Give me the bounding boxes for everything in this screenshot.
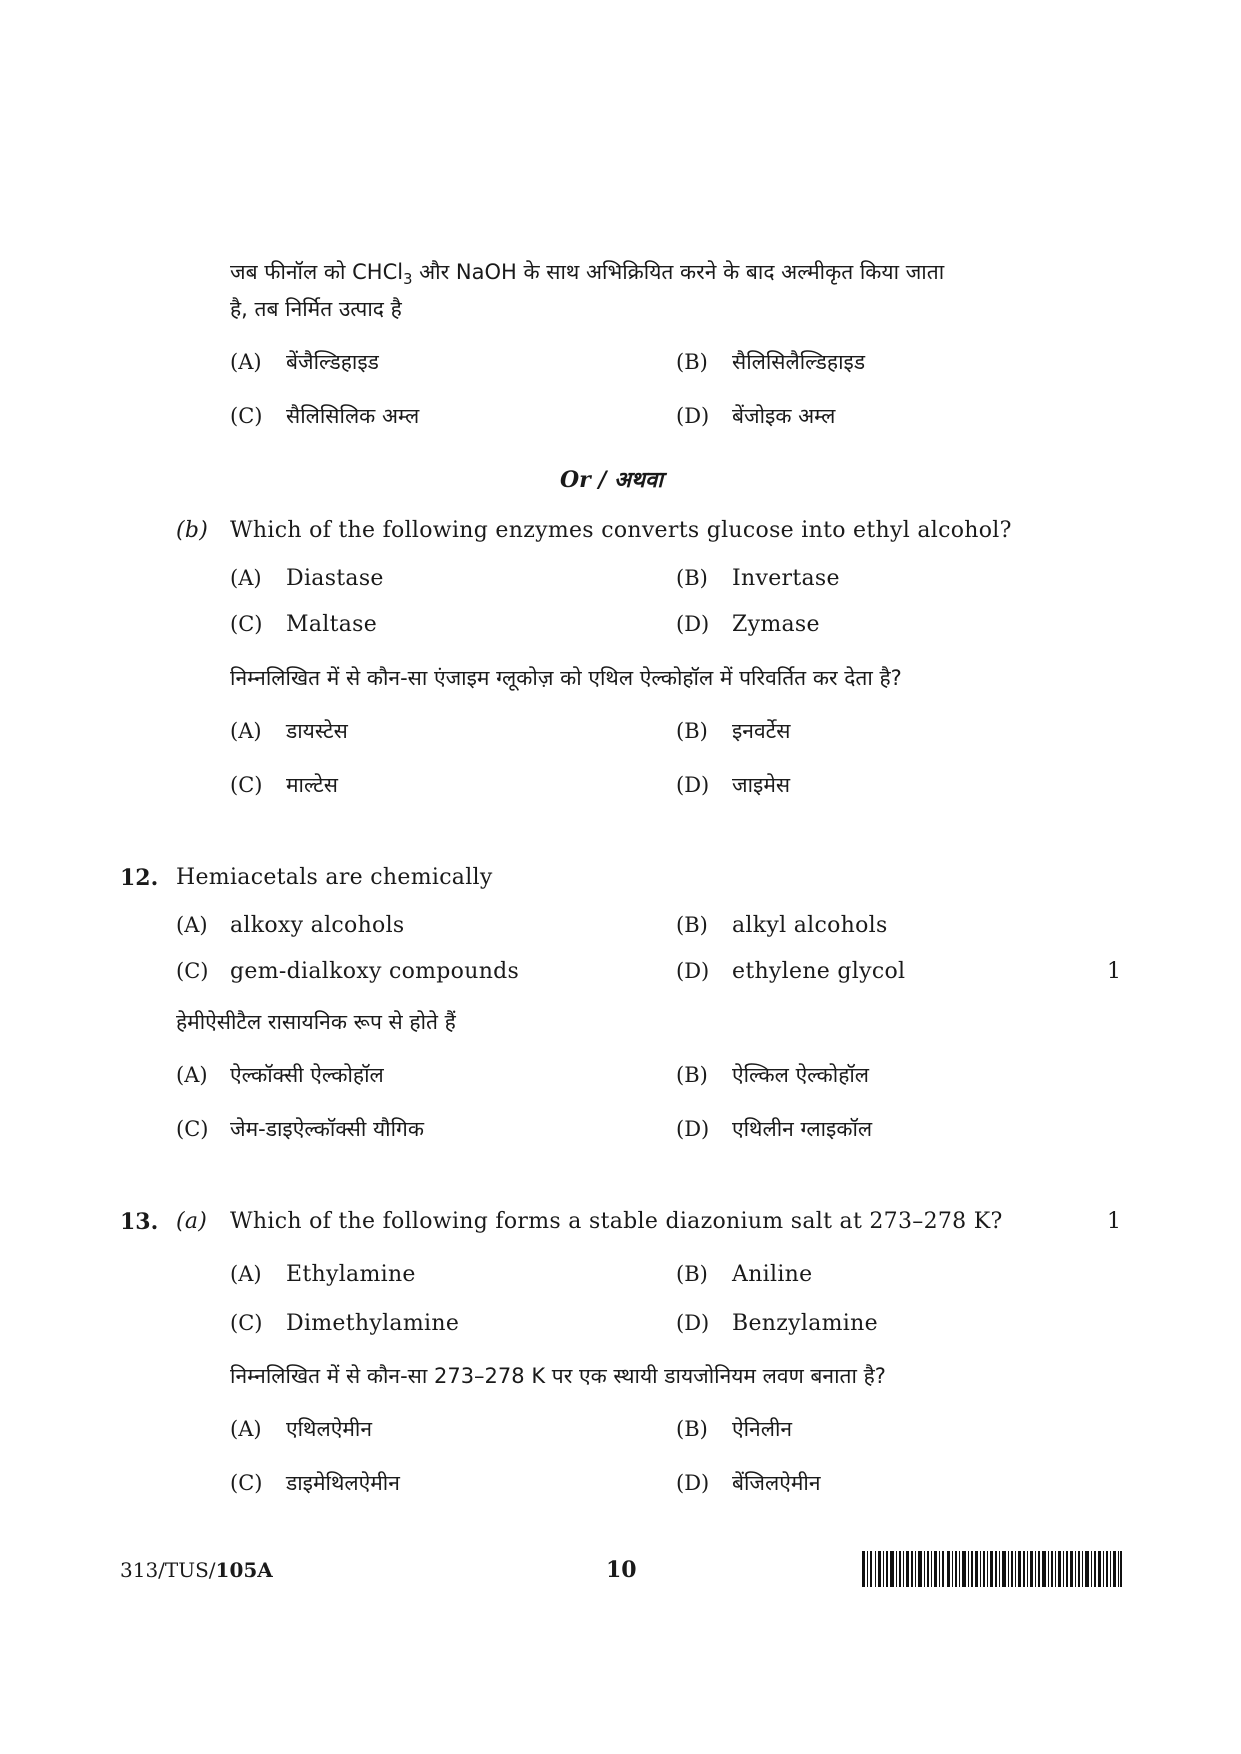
q12-hindi-option-d-text: एथिलीन ग्लाइकॉल [732, 1117, 873, 1141]
barcode-image [862, 1551, 1122, 1587]
q13a-hindi-option-c-label: (C) [230, 1471, 263, 1495]
q11b-option-d-label: (D) [676, 612, 710, 636]
q11b-hindi-option-b-label: (B) [676, 719, 708, 743]
q13-number: 13. [120, 1209, 159, 1235]
q11a-hindi-option-d-label: (D) [676, 404, 710, 428]
q11b-hindi-question: निम्नलिखित में से कौन-सा एंजाइम ग्लूकोज़ को एथिल ऐल्कोहॉल में परिवर्तित कर देता है? [230, 666, 902, 690]
q12-hindi-option-b-text: ऐल्किल ऐल्कोहॉल [732, 1063, 870, 1087]
q11a-hindi-subscript: 3 [403, 271, 413, 289]
q12-option-d-text: ethylene glycol [732, 959, 906, 984]
q11b-option-b-text: Invertase [732, 566, 840, 591]
q13a-part-label: (a) [176, 1209, 208, 1234]
q11a-hindi-line2: है, तब निर्मित उत्पाद है [230, 297, 402, 321]
q11a-hindi-option-c-text: सैलिसिलिक अम्ल [286, 404, 420, 428]
q12-option-d-label: (D) [676, 959, 710, 983]
q13a-hindi-option-b-text: ऐनिलीन [732, 1417, 793, 1441]
q13a-option-a-text: Ethylamine [286, 1262, 416, 1287]
paper-code [120, 1558, 273, 1582]
q13a-option-b-text: Aniline [732, 1262, 813, 1287]
q12-hindi-question: हेमीऐसीटैल रासायनिक रूप से होते हैं [176, 1010, 456, 1034]
q11a-hindi-option-c-label: (C) [230, 404, 263, 428]
q11a-hindi-option-b-text: सैलिसिलैल्डिहाइड [732, 350, 866, 374]
q11b-part-label: (b) [176, 518, 209, 543]
page-number: 10 [606, 1557, 637, 1583]
q12-option-a-text: alkoxy alcohols [230, 913, 405, 938]
q11b-option-a-text: Diastase [286, 566, 384, 591]
q11a-hindi-line1-part2: और NaOH के साथ अभिक्रियित करने के बाद अल्मीकृत किया जाता [412, 260, 945, 284]
or-separator: Or / अथवा [560, 467, 663, 493]
q11b-hindi-option-a-label: (A) [230, 719, 262, 743]
paper-code-bold: 105A [215, 1558, 273, 1582]
q12-option-c-text: gem-dialkoxy compounds [230, 959, 520, 984]
q12-number: 12. [120, 865, 159, 891]
q12-question: Hemiacetals are chemically [176, 865, 493, 890]
q11a-hindi-option-a-text: बेंजैल्डिहाइड [286, 350, 379, 374]
q13a-marks: 1 [1107, 1209, 1121, 1234]
q11b-question: Which of the following enzymes converts glucose into ethyl alcohol? [230, 518, 1012, 543]
q11b-option-d-text: Zymase [732, 612, 820, 637]
q11b-option-a-label: (A) [230, 566, 262, 590]
q12-hindi-option-a-text: ऐल्कॉक्सी ऐल्कोहॉल [230, 1063, 384, 1087]
q12-option-c-label: (C) [176, 959, 209, 983]
q13a-hindi-option-a-label: (A) [230, 1417, 262, 1441]
q11a-hindi-option-b-label: (B) [676, 350, 708, 374]
q13a-hindi-option-d-label: (D) [676, 1471, 710, 1495]
q12-marks: 1 [1107, 959, 1121, 984]
q12-option-b-text: alkyl alcohols [732, 913, 888, 938]
q13a-hindi-option-d-text: बेंजिलऐमीन [732, 1471, 821, 1495]
q11b-hindi-option-c-text: माल्टेस [286, 773, 338, 797]
q13a-option-d-text: Benzylamine [732, 1311, 878, 1336]
q11b-hindi-option-c-label: (C) [230, 773, 263, 797]
q13a-hindi-option-b-label: (B) [676, 1417, 708, 1441]
q12-hindi-option-a-label: (A) [176, 1063, 208, 1087]
q12-hindi-option-d-label: (D) [676, 1117, 710, 1141]
q11b-hindi-option-b-text: इनवर्टेस [732, 719, 791, 743]
q12-hindi-option-c-label: (C) [176, 1117, 209, 1141]
q13a-hindi-option-a-text: एथिलऐमीन [286, 1417, 372, 1441]
q11a-hindi-line1 [230, 258, 944, 288]
q11b-hindi-option-d-label: (D) [676, 773, 710, 797]
q12-hindi-option-c-text: जेम-डाइऐल्कॉक्सी यौगिक [230, 1117, 424, 1141]
q13a-option-c-label: (C) [230, 1311, 263, 1335]
q11a-hindi-option-a-label: (A) [230, 350, 262, 374]
q11b-hindi-option-d-text: जाइमेस [732, 773, 791, 797]
q11b-hindi-option-a-text: डायस्टेस [286, 719, 348, 743]
q12-option-a-label: (A) [176, 913, 208, 937]
q12-hindi-option-b-label: (B) [676, 1063, 708, 1087]
q12-option-b-label: (B) [676, 913, 708, 937]
q13a-hindi-option-c-text: डाइमेथिलऐमीन [286, 1471, 400, 1495]
q11a-hindi-line1-part1: जब फीनॉल को CHCl [230, 260, 404, 284]
q13a-question: Which of the following forms a stable diazonium salt at 273–278 K? [230, 1209, 1003, 1234]
q11b-option-b-label: (B) [676, 566, 708, 590]
q13a-option-a-label: (A) [230, 1262, 262, 1286]
q11a-hindi-option-d-text: बेंजोइक अम्ल [732, 404, 836, 428]
q13a-option-b-label: (B) [676, 1262, 708, 1286]
q11b-option-c-text: Maltase [286, 612, 378, 637]
q11b-option-c-label: (C) [230, 612, 263, 636]
q13a-hindi-question: निम्नलिखित में से कौन-सा 273–278 K पर एक स्थायी डायजोनियम लवण बनाता है? [230, 1364, 886, 1388]
q13a-option-d-label: (D) [676, 1311, 710, 1335]
paper-code-prefix: 313/TUS/ [120, 1558, 216, 1582]
q13a-option-c-text: Dimethylamine [286, 1311, 460, 1336]
